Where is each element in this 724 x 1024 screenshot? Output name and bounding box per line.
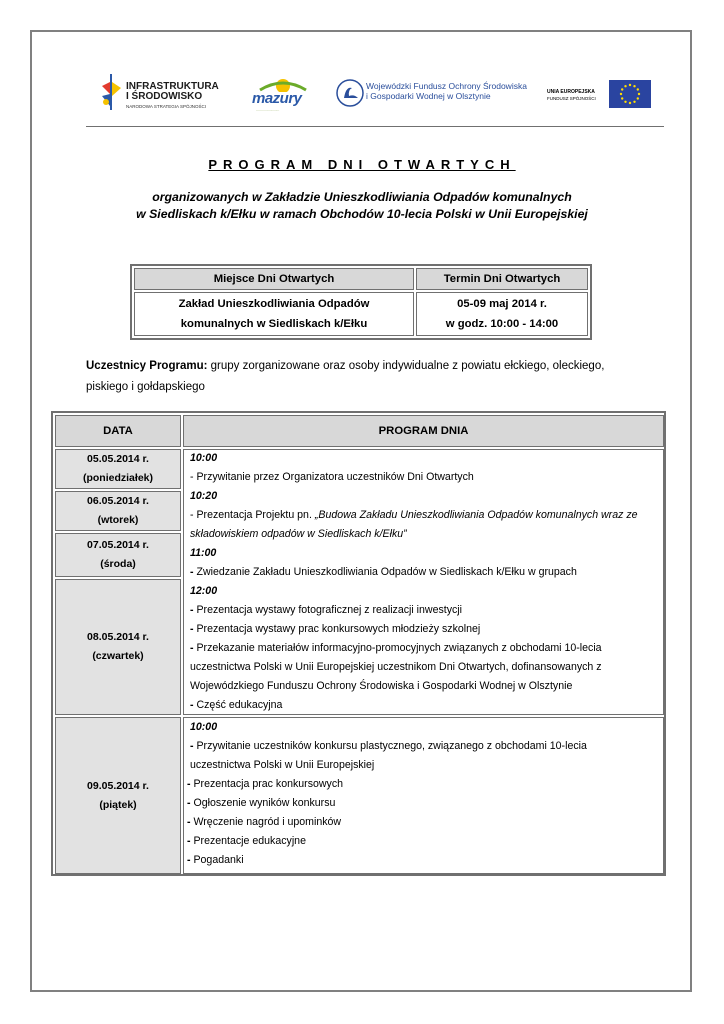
date-cell-wednesday	[55, 533, 181, 577]
program-item-text: Przekazanie materiałów informacyjno-promocyjnych związanych z obchodami 10-lecia	[193, 642, 602, 654]
date-column-header: DATA	[55, 415, 181, 447]
participants-text-line2: piskiego i gołdapskiego	[86, 381, 205, 393]
program-item: - Przywitanie przez Organizatora uczestników Dni Otwartych	[190, 471, 474, 483]
program-column-header: PROGRAM DNIA	[183, 415, 664, 447]
program-table	[51, 411, 666, 876]
eco-mazury-sub: ........................	[256, 108, 280, 112]
project-title: „Budowa Zakładu Unieszkodliwiania Odpadów komunalnych wraz ze	[314, 509, 638, 521]
swan-emblem-icon	[336, 78, 364, 108]
place-header: Miejsce Dni Otwartych	[134, 268, 414, 290]
program-item	[190, 566, 577, 578]
weekday-value: (czwartek)	[92, 650, 144, 662]
weekday-value: (środa)	[100, 558, 136, 570]
program-item	[190, 509, 638, 521]
date-value: 09.05.2014 r.	[87, 779, 149, 792]
program-item-text: Zwiedzanie Zakładu Unieszkodliwiania Odpadów w Siedliskach k/Ełku w grupach	[193, 566, 577, 578]
program-item	[190, 699, 282, 711]
weekday-value: (poniedziałek)	[82, 472, 153, 484]
date-value: 07.05.2014 r.	[87, 539, 149, 551]
eu-line2: FUNDUSZ SPÓJNOŚCI	[547, 96, 596, 101]
participants-paragraph	[86, 356, 656, 398]
participants-text-line1: grupy zorganizowane oraz osoby indywidualne z powiatu ełckiego, oleckiego,	[207, 360, 605, 372]
infra-line2: I ŚRODOWISKO	[126, 91, 203, 102]
logo-bar	[96, 72, 656, 114]
program-item-text: Pogadanki	[190, 854, 244, 866]
wfos-line1: Wojewódzki Fundusz Ochrony Środowiska	[366, 81, 527, 91]
program-item-cont: uczestnictwa Polski w Unii Europejskiej uczestnikom Dni Otwartych, dofinansowanych z	[190, 661, 602, 673]
program-item-text: Wręczenie nagród i upominków	[190, 816, 342, 828]
project-title-cont: składowiskiem odpadów w Siedliskach k/Ełku”	[190, 528, 407, 540]
dash: -	[190, 604, 194, 616]
program-item	[190, 604, 462, 616]
term-header: Termin Dni Otwartych	[416, 268, 588, 290]
date-cell-friday	[55, 717, 181, 874]
weekday-value: (wtorek)	[97, 514, 139, 526]
term-cell	[416, 292, 588, 336]
eu-logo	[547, 72, 655, 114]
program-item-text: Część edukacyjna	[193, 699, 283, 711]
program-item-text: Prezentacja prac konkursowych	[190, 778, 344, 790]
date-cell-monday	[55, 449, 181, 489]
date-value: 08.05.2014 r.	[87, 631, 149, 643]
infra-line1: INFRASTRUKTURA	[126, 81, 219, 92]
place-table	[130, 264, 592, 340]
date-value: 06.05.2014 r.	[87, 495, 149, 507]
time-label: 10:20	[190, 490, 218, 502]
place-cell	[134, 292, 414, 336]
dash: -	[190, 623, 194, 635]
program-item-cont	[190, 528, 407, 540]
program-item-text: Prezentacja wystawy fotograficznej z realizacji inwestycji	[193, 604, 463, 616]
time-label: 10:00	[190, 452, 218, 464]
infrastruktura-emblem-icon	[100, 74, 122, 110]
program-item	[187, 816, 341, 828]
date-value: 05.05.2014 r.	[87, 453, 149, 465]
program-item	[190, 642, 602, 654]
program-block-fri	[183, 717, 664, 874]
program-item-prefix: - Prezentacja Projektu pn.	[190, 509, 315, 521]
place-line1: Zakład Unieszkodliwiania Odpadów	[178, 298, 370, 310]
program-item-text: Prezentacje edukacyjne	[190, 835, 306, 847]
term-line2: w godz. 10:00 - 14:00	[445, 318, 559, 330]
eco-mazury-wordmark: mazury	[252, 90, 302, 107]
program-item-cont: Wojewódzkiego Funduszu Ochrony Środowiska i Gospodarki Wodnej w Olsztynie	[190, 680, 573, 692]
program-block-mon-thu	[183, 449, 664, 715]
infra-line3: NARODOWA STRATEGIA SPÓJNOŚCI	[126, 104, 207, 109]
date-cell-tuesday	[55, 491, 181, 531]
dash: -	[187, 778, 191, 790]
time-label: 11:00	[190, 547, 217, 559]
term-line1: 05-09 maj 2014 r.	[457, 298, 547, 310]
program-item	[187, 835, 306, 847]
program-item-text: Prezentacja wystawy prac konkursowych młodzieży szkolnej	[193, 623, 481, 635]
wfos-logo	[336, 72, 526, 114]
dash: -	[190, 699, 194, 711]
place-line2: komunalnych w Siedliskach k/Ełku	[180, 318, 368, 330]
program-item	[190, 623, 480, 635]
dash: -	[190, 740, 194, 752]
dash: -	[190, 566, 194, 578]
dash: -	[187, 854, 191, 866]
program-item	[187, 778, 343, 790]
time-label: 10:00	[190, 721, 218, 733]
program-item	[190, 740, 587, 752]
dash: -	[190, 642, 194, 654]
program-item-cont: uczestnictwa Polski w Unii Europejskiej	[190, 759, 375, 771]
header-divider	[86, 126, 664, 127]
subtitle-line1: organizowanych w Zakładzie Unieszkodliwiania Odpadów komunalnych	[152, 190, 572, 204]
program-item	[187, 854, 244, 866]
weekday-value: (piątek)	[99, 798, 137, 811]
eco-mazury-logo	[250, 72, 314, 114]
program-item	[187, 797, 335, 809]
wfos-line2: i Gospodarki Wodnej w Olsztynie	[366, 91, 491, 101]
infrastruktura-logo	[100, 72, 230, 114]
program-item-text: Przywitanie uczestników konkursu plastycznego, związanego z obchodami 10-lecia	[193, 740, 587, 752]
eu-line1: UNIA EUROPEJSKA	[547, 89, 595, 95]
program-item-text: Ogłoszenie wyników konkursu	[190, 797, 336, 809]
time-label: 12:00	[190, 585, 218, 597]
participants-label: Uczestnicy Programu:	[86, 360, 208, 372]
dash: -	[187, 797, 191, 809]
dash: -	[187, 835, 191, 847]
eu-flag-icon	[609, 80, 651, 108]
dash: -	[187, 816, 191, 828]
date-cell-thursday	[55, 579, 181, 715]
subtitle-line2: w Siedliskach k/Ełku w ramach Obchodów 10-lecia Polski w Unii Europejskiej	[136, 207, 588, 221]
page-title: PROGRAM DNI OTWARTYCH	[208, 157, 516, 172]
